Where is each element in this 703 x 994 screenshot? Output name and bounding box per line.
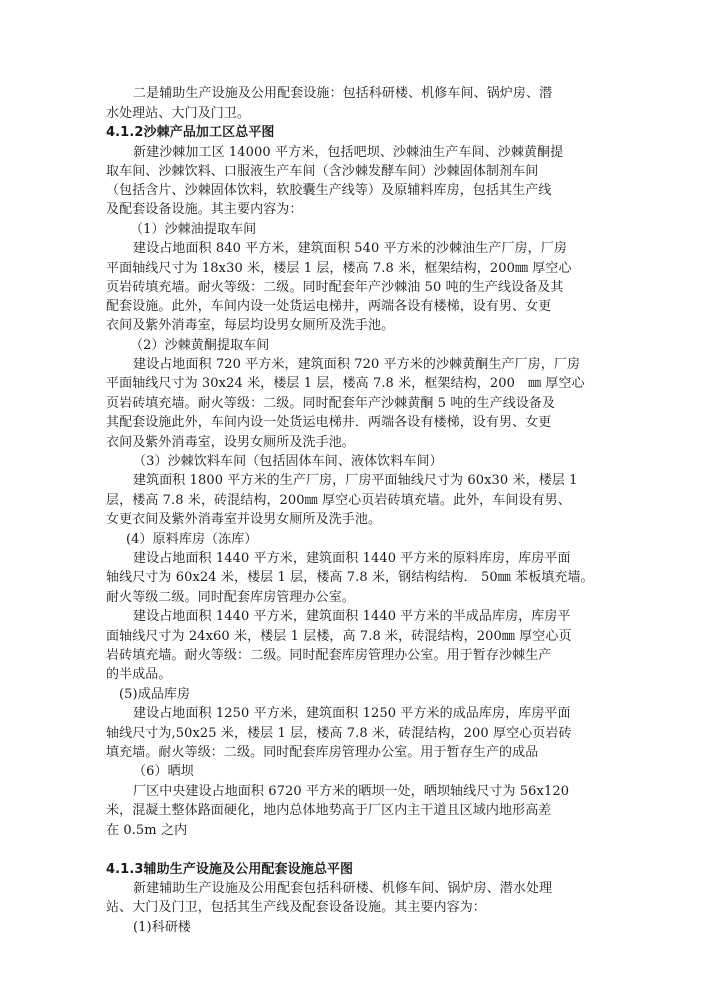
subsection-title: （6）晒坝: [133, 764, 194, 779]
paragraph-line: 在 0.5m 之内: [106, 823, 188, 838]
paragraph-line: 新建辅助生产设施及公用配套包括科研楼、机修车间、锅炉房、潜水处理: [133, 881, 553, 896]
subsection-title: (5)成品库房: [119, 687, 191, 702]
paragraph-line: 的半成品。: [106, 667, 172, 682]
paragraph-line: 轴线尺寸为,50x25 米，楼层 1 层，楼高 7.8 米，砖混结构，200 厚空心页岩砖: [106, 726, 572, 741]
paragraph-line: 耐火等级二级。同时配套库房管理办公室。: [106, 590, 355, 605]
paragraph-line: 建筑面积 1800 平方米的生产厂房，厂房平面轴线尺寸为 60x30 米，楼层 1: [133, 473, 578, 488]
paragraph-line: 米，混凝土整体路面硬化，地内总体地势高于厂区内主干道且区域内地形高差: [106, 803, 552, 818]
paragraph-line: 建设占地面积 840 平方米，建筑面积 540 平方米的沙棘油生产厂房，厂房: [133, 241, 567, 256]
paragraph-line: 岩砖填充墙。耐火等级：二级。同时配套库房管理办公室。用于暂存沙棘生产: [106, 648, 552, 663]
paragraph-line: 轴线尺寸为 60x24 米，楼层 1 层，楼高 7.8 米，钢结构结构． 50㎜ 苯板填充墙。: [106, 570, 594, 585]
paragraph-line: 建设占地面积 1250 平方米，建筑面积 1250 平方米的成品库房，库房平面: [133, 706, 571, 721]
paragraph-line: 及配套设备设施。其主要内容为：: [106, 202, 303, 217]
paragraph-line: 建设占地面积 1440 平方米，建筑面积 1440 平方米的原料库房，库房平面: [133, 551, 571, 566]
subsection-title: (4）原料库房（冻库）: [126, 532, 258, 547]
paragraph-line: 新建沙棘加工区 14000 平方米，包括吧坝、沙棘油生产车间、沙棘黄酮提: [133, 145, 564, 160]
subsection-title: （3）沙棘饮料车间（包括固体车间、液体饮料车间）: [133, 454, 443, 469]
paragraph-line: 页岩砖填充墙。耐火等级：二级。同时配套年产沙棘黄酮 5 吨的生产线设备及: [106, 396, 556, 411]
subsection-title: （2）沙棘黄酮提取车间: [130, 338, 270, 353]
paragraph-line: 页岩砖填充墙。耐火等级：二级。同时配套年产沙棘油 50 吨的生产线设备及其: [106, 280, 564, 295]
paragraph-line: 填充墙。耐火等级：二级。同时配套库房管理办公室。用于暂存生产的成品: [106, 745, 539, 760]
paragraph-line: 配套设施。此外，车间内设一处货运电梯井，两端各设有楼梯，设有男、女更: [106, 299, 552, 314]
paragraph-line: 衣间及紫外消毒室，设男女厕所及洗手池。: [106, 435, 355, 450]
paragraph-line: 厂区中央建设占地面积 6720 平方米的晒坝一处，晒坝轴线尺寸为 56x120: [133, 784, 570, 799]
paragraph-line: 建设占地面积 1440 平方米，建筑面积 1440 平方米的半成品库房，库房平: [133, 609, 571, 624]
subsection-title: (1)科研楼: [133, 920, 192, 935]
paragraph-line: 平面轴线尺寸为 30x24 米，楼层 1 层，楼高 7.8 米，框架结构，200 ㎜ 厚空心: [106, 376, 585, 391]
paragraph-line: 水处理站、大门及门卫。: [106, 106, 251, 121]
paragraph-line: 二是辅助生产设施及公用配套设施：包括科研楼、机修车间、锅炉房、潜: [133, 86, 553, 101]
paragraph-line: 女更衣间及紫外消毒室并设男女厕所及洗手池。: [106, 512, 382, 527]
paragraph-line: （包括含片、沙棘固体饮料，软胶囊生产线等）及原辅料库房，包括其生产线: [106, 183, 552, 198]
subsection-title: （1）沙棘油提取车间: [130, 222, 257, 237]
paragraph-line: 其配套设施此外，车间内设一处货运电梯井．两端各设有楼梯，设有男、女更: [106, 415, 552, 430]
paragraph-line: 取车间、沙棘饮料、口服液生产车间（含沙棘发酵车间）沙棘固体制剂车间: [106, 164, 539, 179]
section-heading: 4.1.2沙棘产品加工区总平图: [106, 125, 275, 140]
paragraph-line: 面轴线尺寸为 24x60 米，楼层 1 层楼，高 7.8 米，砖混结构，200㎜ 厚空心页: [106, 629, 572, 644]
paragraph-line: 层，楼高 7.8 米，砖混结构，200㎜ 厚空心页岩砖填充墙。此外，车间设有男、: [106, 493, 571, 508]
paragraph-line: 平面轴线尺寸为 18x30 米，楼层 1 层，楼高 7.8 米，框架结构，200㎜ 厚空心: [106, 261, 572, 276]
paragraph-line: 站、大门及门卫，包括其生产线及配套设备设施。其主要内容为：: [106, 900, 486, 915]
paragraph-line: 衣间及紫外消毒室，每层均设男女厕所及洗手池。: [106, 318, 395, 333]
section-heading: 4.1.3辅助生产设施及公用配套设施总平图: [106, 862, 354, 877]
paragraph-line: 建设占地面积 720 平方米，建筑面积 720 平方米的沙棘黄酮生产厂房，厂房: [133, 357, 581, 372]
